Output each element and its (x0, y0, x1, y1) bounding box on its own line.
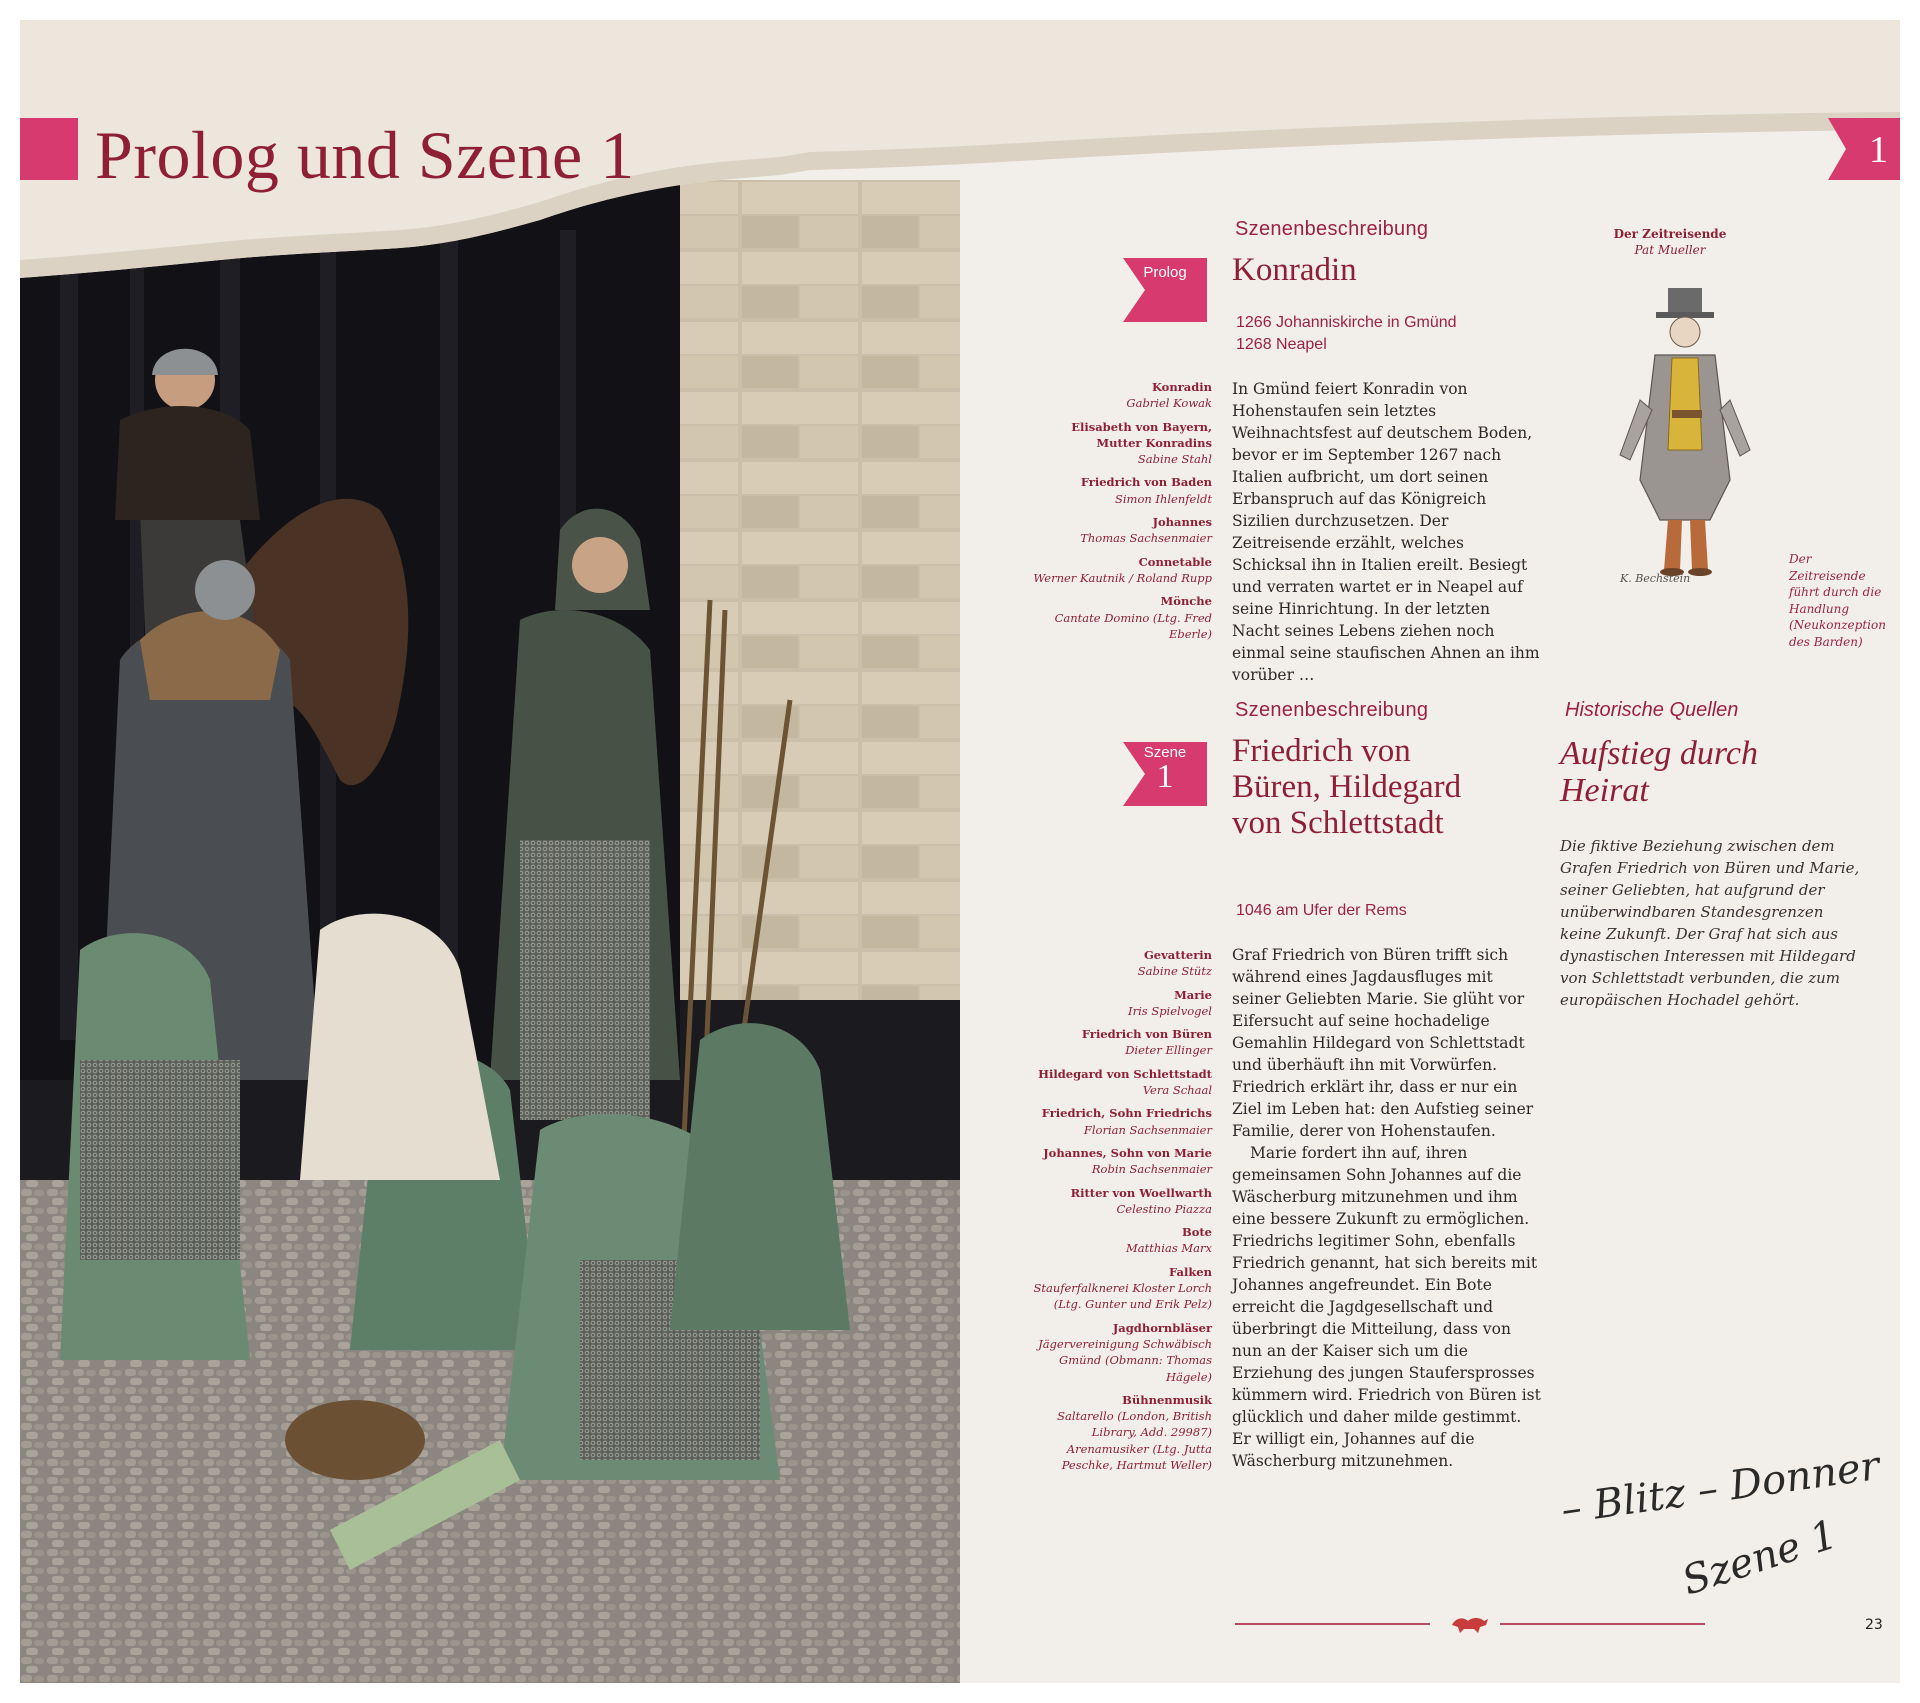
cast-entry (1032, 419, 1212, 468)
historical-text: Die fiktive Beziehung zwischen dem Grafen Friedrich von Büren und Marie, seiner Geliebten, hat aufgrund der unüberwindbaren Standesgrenzen keine Zukunft. Der Graf hat sich aus dynastischen Interessen mit Hildegard von Schlettstadt verbunden, die zum europäischen Hochadel gehört. (1560, 837, 1860, 1009)
cast-entry (1032, 1264, 1212, 1313)
scene1-paragraph: Graf Friedrich von Büren trifft sich während eines Jagdausfluges mit seiner Geliebten Marie. Sie glüht vor Eifersucht auf seine hochadelige Gemahlin Hildegard von Schlettstadt und überhäuft ihn mit Vorwürfen. Friedrich erklärt ihr, dass er nur ein Ziel im Leben hat: den Aufstieg seiner Familie, derer von Hohenstaufen. (1232, 946, 1534, 1140)
cast-role: Hildegard von Schlettstadt (1038, 1066, 1212, 1081)
prolog-flag (1123, 258, 1213, 328)
cast-actor: Cantate Domino (Ltg. Fred Eberle) (1054, 610, 1212, 641)
cast-entry (1032, 1105, 1212, 1138)
cast-entry (1032, 1392, 1212, 1473)
cast-actor: Dieter Ellinger (1125, 1043, 1212, 1058)
cast-role: Gevatterin (1143, 948, 1212, 962)
prolog-meta (1236, 312, 1457, 356)
cast-entry (1032, 1320, 1212, 1385)
cast-entry (1032, 1145, 1212, 1178)
handwritten-note-line1: – Blitz – Donner (1558, 1442, 1883, 1534)
cast-actor: Iris Spielvogel (1128, 1003, 1212, 1018)
cast-role: Ritter von Woellwarth (1070, 1185, 1212, 1200)
prolog-paragraph: In Gmünd feiert Konradin von Hohenstaufen sein letztes Weihnachtsfest auf deutschem Boden, bevor er im September 1267 nach Italien aufbricht, um dort seinen Erbanspruch auf das Königreich Sizilien durchzusetzen. Der Zeitreisende erzählt, welches Schicksal ihn in Italien ereilt. Besiegt und verraten wartet er in Neapel auf seine Hinrichtung. In der letzten Nacht seines Lebens ziehen noch einmal seine staufischen Ahnen an ihm vorüber … (1232, 380, 1540, 684)
cast-entry (1032, 474, 1212, 507)
cast-role: Jagdhornbläser (1112, 1320, 1212, 1335)
footer-rule-left (1235, 1623, 1430, 1625)
cast-role: Elisabeth von Bayern, Mutter Konradins (1071, 419, 1212, 450)
magazine-spread (20, 20, 1900, 1683)
scene1-meta: 1046 am Ufer der Rems (1236, 902, 1407, 919)
cast-role: Falken (1168, 1264, 1212, 1279)
cast-actor: Stauferfalknerei Kloster Lorch (Ltg. Gunter und Erik Pelz) (1033, 1281, 1212, 1312)
prolog-title: Konradin (1232, 252, 1357, 288)
cast-actor: Thomas Sachsenmaier (1080, 531, 1212, 546)
cast-entry (1032, 593, 1212, 642)
cast-role: Johannes, Sohn von Marie (1043, 1145, 1212, 1160)
cast-entry (1032, 947, 1212, 980)
cast-role: Bühnenmusik (1122, 1392, 1212, 1407)
cast-actor: Florian Sachsenmaier (1083, 1122, 1212, 1137)
cast-role: Mönche (1160, 594, 1212, 609)
illustration-actor: Pat Mueller (1634, 243, 1706, 257)
historical-label: Historische Quellen (1565, 699, 1739, 721)
cast-role: Konradin (1151, 380, 1212, 394)
prolog-cast-list (1032, 379, 1212, 649)
prolog-meta-line: 1266 Johanniskirche in Gmünd (1236, 314, 1457, 331)
scene1-body-text (1232, 944, 1542, 1472)
cast-entry (1032, 1026, 1212, 1059)
scene1-title: Friedrich von Büren, Hildegard von Schlettstadt (1232, 733, 1462, 841)
cast-actor: Jägervereinigung Schwäbisch Gmünd (Obmann: Thomas Hägele) (1038, 1336, 1212, 1384)
scene1-paragraph: Marie fordert ihn auf, ihren gemeinsamen Sohn Johannes auf die Wäscherburg mitzunehmen und ihm eine bessere Zukunft zu ermöglichen. Friedrichs legitimer Sohn, ebenfalls Friedrich genannt, hat sich bereits mit Johannes angefreundet. Ein Bote erreicht die Jagdgesellschaft und überbringt die Mitteilung, dass von nun an der Kaiser sich um die Erziehung des jungen Staufersprosses kümmern wird. Friedrich von Büren ist glücklich und daher milde gestimmt. Er willigt ein, Johannes auf die Wäscherburg mitzunehmen. (1232, 1144, 1541, 1470)
cast-role: Johannes (1152, 515, 1212, 530)
prolog-meta-line: 1268 Neapel (1236, 336, 1327, 353)
cast-entry (1032, 379, 1212, 412)
illustration-role: Der Zeitreisende (1613, 227, 1727, 241)
scene-photo (20, 180, 960, 1683)
cast-actor: Simon Ihlenfeldt (1114, 491, 1212, 506)
historical-title: Aufstieg durch Heirat (1560, 735, 1758, 809)
lion-icon (1450, 1613, 1490, 1635)
cast-actor: Vera Schaal (1142, 1083, 1212, 1098)
cast-actor: Sabine Stahl (1137, 452, 1212, 467)
prolog-flag-label: Prolog (1143, 264, 1187, 281)
chapter-number: 1 (1869, 129, 1888, 171)
scene1-flag (1123, 742, 1213, 812)
cast-actor: Matthias Marx (1126, 1241, 1212, 1256)
cast-role: Friedrich, Sohn Friedrichs (1041, 1106, 1212, 1121)
page-number: 23 (1865, 1617, 1883, 1633)
cast-entry (1032, 514, 1212, 547)
scene1-section-label: Szenenbeschreibung (1235, 699, 1429, 721)
cast-actor: Celestino Piazza (1116, 1201, 1212, 1216)
cast-role: Friedrich von Baden (1080, 475, 1212, 490)
sketch-signature: K. Bechstein (1620, 572, 1691, 585)
prolog-body-text (1232, 378, 1542, 686)
footer-rule-right (1500, 1623, 1705, 1625)
prolog-section-label: Szenenbeschreibung (1235, 218, 1429, 240)
illustration-credit (1590, 226, 1750, 258)
cast-actor: Gabriel Kowak (1126, 396, 1212, 411)
cast-entry (1032, 1224, 1212, 1257)
cast-entry (1032, 554, 1212, 587)
chapter-tab (1828, 118, 1900, 180)
cast-actor: Saltarello (London, British Library, Add. 29987) Arenamusiker (Ltg. Jutta Peschke, Hartmut Weller) (1057, 1409, 1212, 1473)
handwritten-note-line2: Szene 1 (1676, 1511, 1843, 1605)
page-title: Prolog und Szene 1 (95, 117, 635, 193)
cast-entry (1032, 1066, 1212, 1099)
scene1-cast-list (1032, 947, 1212, 1480)
cast-entry (1032, 1185, 1212, 1218)
cast-role: Friedrich von Büren (1081, 1027, 1212, 1042)
cast-role: Bote (1181, 1225, 1212, 1240)
cast-actor: Robin Sachsenmaier (1091, 1162, 1212, 1177)
cast-entry (1032, 987, 1212, 1020)
title-marker (20, 118, 78, 180)
cast-actor: Werner Kautnik / Roland Rupp (1033, 570, 1212, 585)
time-traveler-sketch (1610, 280, 1760, 610)
cast-role: Connetable (1138, 554, 1212, 569)
cast-actor: Sabine Stütz (1137, 964, 1212, 979)
scene1-flag-label: Szene (1143, 744, 1187, 761)
cast-role: Marie (1174, 987, 1212, 1002)
scene1-flag-number: 1 (1156, 758, 1174, 795)
illustration-caption: Der Zeitreisende führt durch die Handlung (Neukonzeption des Barden) (1789, 552, 1886, 649)
